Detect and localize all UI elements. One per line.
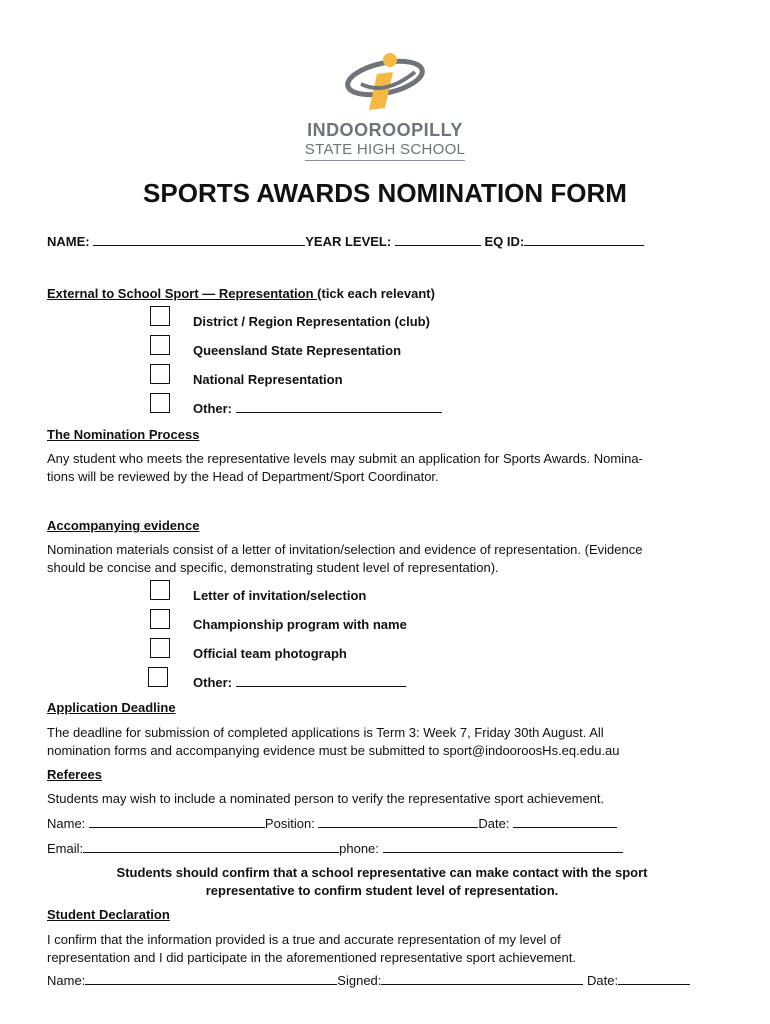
school-name: INDOOROOPILLY <box>307 120 463 140</box>
declaration-heading: Student Declaration <box>47 907 170 922</box>
referee-phone-label: phone: <box>339 841 379 856</box>
process-text <box>47 450 717 486</box>
other-evidence-field[interactable] <box>236 675 406 687</box>
declaration-date-field[interactable] <box>618 973 690 985</box>
referee-position-field[interactable] <box>318 816 478 828</box>
referee-date-field[interactable] <box>513 816 617 828</box>
evidence-letter-label: Letter of invitation/selection <box>193 588 367 603</box>
school-emblem-icon <box>343 50 427 118</box>
process-line-2: tions will be reviewed by the Head of Department/Sport Coordinator. <box>47 469 439 484</box>
option-queensland-label: Queensland State Representation <box>193 343 402 358</box>
evidence-line-2: should be concise and specific, demonstrating student level of representation). <box>47 560 499 575</box>
referees-note-line-2: representative to confirm student level of representation. <box>205 883 559 898</box>
evidence-championship-label: Championship program with name <box>193 617 407 632</box>
declaration-name-label: Name: <box>47 973 86 988</box>
checkbox-photograph[interactable] <box>150 638 170 658</box>
year-level-field[interactable] <box>395 234 481 246</box>
declaration-date-label: Date: <box>587 973 619 988</box>
evidence-heading: Accompanying evidence <box>47 518 200 533</box>
year-level-label: YEAR LEVEL: <box>305 234 392 249</box>
referees-note <box>47 864 717 900</box>
declaration-sign-row <box>47 973 690 988</box>
referee-position-label: Position: <box>264 816 315 831</box>
checkbox-national[interactable] <box>150 364 170 384</box>
evidence-text <box>47 541 717 577</box>
referee-row-1 <box>47 816 617 831</box>
checkbox-district[interactable] <box>150 306 170 326</box>
deadline-line-1: The deadline for submission of completed applications is Term 3: Week 7, Friday 30th August. All <box>47 725 604 740</box>
declaration-line-1: I confirm that the information provided is a true and accurate representation of my level of <box>47 932 561 947</box>
school-subname: STATE HIGH SCHOOL <box>305 141 465 161</box>
referee-email-label: Email: <box>47 841 84 856</box>
header-fields <box>47 234 644 249</box>
checkbox-other-representation[interactable] <box>150 393 170 413</box>
school-logo <box>0 50 770 161</box>
checkbox-championship[interactable] <box>150 609 170 629</box>
referee-phone-field[interactable] <box>383 841 623 853</box>
declaration-signed-field[interactable] <box>381 973 583 985</box>
deadline-text <box>47 724 717 760</box>
evidence-photograph-label: Official team photograph <box>193 646 347 661</box>
eq-id-field[interactable] <box>524 234 644 246</box>
external-heading <box>47 286 435 301</box>
process-line-1: Any student who meets the representative levels may submit an application for Sports Awards. Nomina- <box>47 451 643 466</box>
evidence-line-1: Nomination materials consist of a letter of invitation/selection and evidence of representation. (Evidence <box>47 542 643 557</box>
checkbox-queensland[interactable] <box>150 335 170 355</box>
referees-intro: Students may wish to include a nominated person to verify the representative sport achievement. <box>47 791 605 806</box>
other-representation-field[interactable] <box>236 401 442 413</box>
option-other-representation <box>193 401 442 416</box>
option-other-label: Other: <box>193 401 232 416</box>
referees-note-line-1: Students should confirm that a school representative can make contact with the sport <box>116 865 648 880</box>
checkbox-other-evidence[interactable] <box>148 667 168 687</box>
referee-name-label: Name: <box>47 816 86 831</box>
referee-name-field[interactable] <box>89 816 265 828</box>
eq-id-label: EQ ID: <box>484 234 525 249</box>
referee-email-field[interactable] <box>83 841 339 853</box>
evidence-other <box>193 675 406 690</box>
declaration-name-field[interactable] <box>85 973 337 985</box>
option-national-label: National Representation <box>193 372 343 387</box>
referees-heading: Referees <box>47 767 102 782</box>
deadline-line-2: nomination forms and accompanying evidence must be submitted to sport@indooroosHs.eq.edu.au <box>47 743 620 758</box>
name-label: NAME: <box>47 234 90 249</box>
checkbox-letter[interactable] <box>150 580 170 600</box>
external-heading-underlined: External to School Sport — Representation <box>47 286 318 301</box>
external-heading-note: (tick each relevant) <box>317 286 435 301</box>
referee-row-2 <box>47 841 623 856</box>
declaration-text <box>47 931 717 967</box>
page-title: SPORTS AWARDS NOMINATION FORM <box>143 178 627 208</box>
option-district-label: District / Region Representation (club) <box>193 314 430 329</box>
name-field[interactable] <box>93 234 305 246</box>
deadline-heading: Application Deadline <box>47 700 176 715</box>
evidence-other-label: Other: <box>193 675 232 690</box>
referee-date-label: Date: <box>478 816 510 831</box>
declaration-signed-label: Signed: <box>337 973 382 988</box>
declaration-line-2: representation and I did participate in the aforementioned representative sport achievement. <box>47 950 576 965</box>
process-heading: The Nomination Process <box>47 427 200 442</box>
